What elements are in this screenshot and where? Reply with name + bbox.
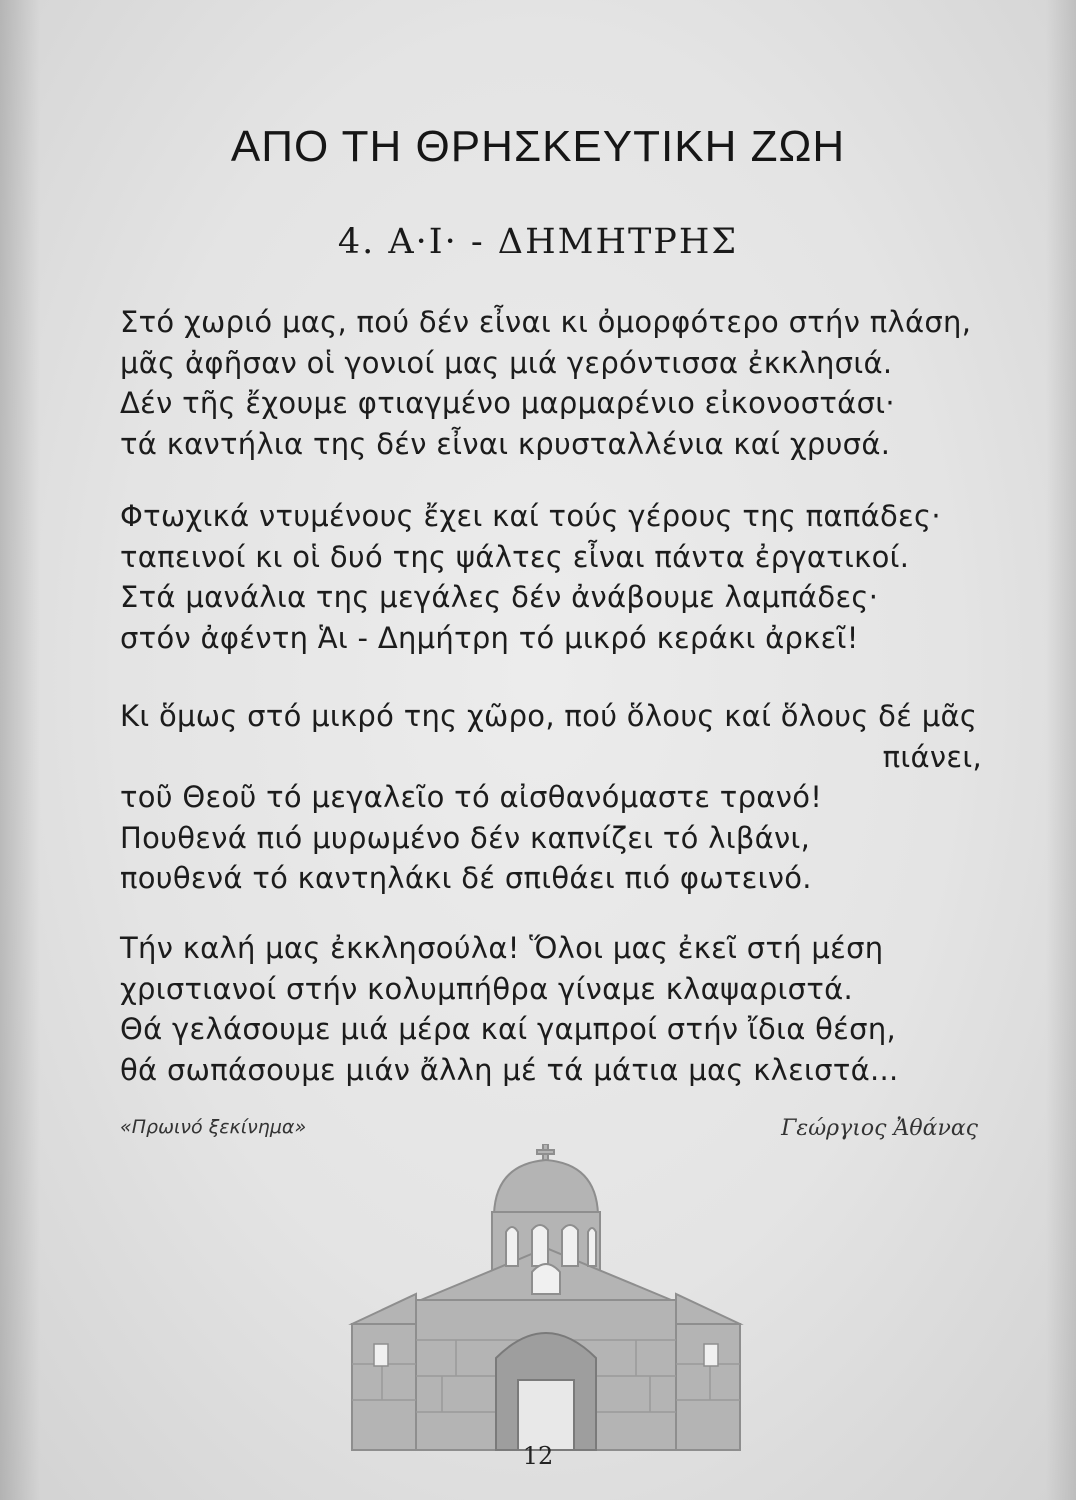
poem-author: Γεώργιος Ἀθάνας: [781, 1116, 978, 1141]
poem-line: Πουθενά πιό μυρωμένο δέν καπνίζει τό λιβάνι,: [120, 820, 811, 855]
stanza-1: [120, 302, 1000, 464]
poem-title: 4. Α·Ι· - ΔΗΜΗΤΡΗΣ: [337, 222, 739, 262]
poem-line: τά καντήλια της δέν εἶναι κρυσταλλένια καί χρυσά.: [120, 426, 891, 461]
poem-line: Κι ὅμως στό μικρό της χῶρο, πού ὅλους καί ὅλους δέ μᾶς: [120, 699, 978, 733]
poem-line: πουθενά τό καντηλάκι δέ σπιθάει πιό φωτεινό.: [120, 861, 812, 895]
poem-line: Στά μανάλια της μεγάλες δέν ἀνάβουμε λαμπάδες·: [120, 580, 879, 614]
church-illustration: [346, 1144, 746, 1454]
poem-source: «Πρωινό ξεκίνημα»: [120, 1116, 307, 1138]
section-title: ΑΠΟ ΤΗ ΘΡΗΣΚΕΥΤΙΚΗ ΖΩΗ: [230, 122, 846, 171]
stanza-2: [120, 496, 1000, 658]
poem-line: Δέν τῆς ἔχουμε φτιαγμένο μαρμαρένιο εἰκονοστάσι·: [120, 386, 895, 420]
poem-line: μᾶς ἀφῆσαν οἱ γονιοί μας μιά γερόντισσα ἐκκλησιά.: [120, 345, 893, 380]
poem-line: Τήν καλή μας ἐκκλησούλα! Ὅλοι μας ἐκεῖ στή μέση: [120, 931, 884, 965]
poem-line-continuation: πιάνει,: [882, 739, 982, 774]
poem-line: τοῦ Θεοῦ τό μεγαλεῖο τό αἰσθανόμαστε τρανό!: [120, 780, 823, 814]
poem-line: Θά γελάσουμε μιά μέρα καί γαμπροί στήν ἴδια θέση,: [120, 1012, 897, 1046]
poem-line: Στό χωριό μας, πού δέν εἶναι κι ὀμορφότερο στήν πλάση,: [120, 305, 972, 339]
poem-line: χριστιανοί στήν κολυμπήθρα γίναμε κλαψαριστά.: [120, 971, 854, 1006]
stanza-3: [120, 696, 1000, 899]
stanza-4: [120, 928, 1000, 1090]
poem-line: ταπεινοί κι οἱ δυό της ψάλτες εἶναι πάντα ἐργατικοί.: [120, 539, 910, 574]
page-number: 12: [522, 1442, 554, 1470]
poem-line: Φτωχικά ντυμένους ἔχει καί τούς γέρους της παπάδες·: [120, 499, 941, 533]
poem-line: θά σωπάσουμε μιάν ἄλλη μέ τά μάτια μας κλειστά...: [120, 1052, 899, 1087]
poem-line: στόν ἀφέντη Ἁι - Δημήτρη τό μικρό κεράκι ἀρκεῖ!: [120, 620, 859, 655]
